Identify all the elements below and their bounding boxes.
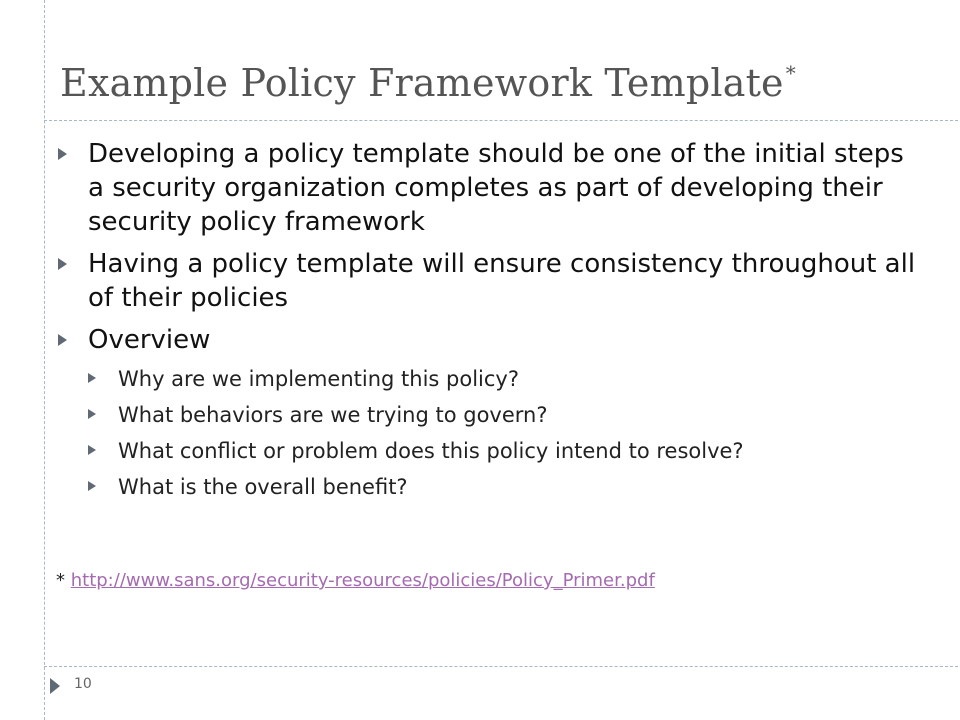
sub-bullet-text: Why are we implementing this policy? <box>118 367 519 391</box>
triangle-bullet-icon <box>88 445 96 455</box>
triangle-bullet-icon <box>88 481 96 491</box>
sub-bullet-text: What is the overall benefit? <box>118 475 408 499</box>
title-divider <box>44 120 960 121</box>
sub-bullet-item <box>88 365 918 393</box>
sub-bullet-text: What conflict or problem does this policy intend to resolve? <box>118 439 744 463</box>
title-footnote-marker: * <box>785 61 796 85</box>
bullet-text: Overview <box>88 325 211 355</box>
footnote-link[interactable]: http://www.sans.org/security-resources/policies/Policy_Primer.pdf <box>70 570 655 591</box>
page-number: 10 <box>74 676 92 692</box>
slide-title <box>60 62 796 105</box>
sub-bullet-item <box>88 473 918 501</box>
bullet-item <box>58 137 918 239</box>
triangle-bullet-icon <box>58 334 67 346</box>
page-marker-icon <box>50 678 60 694</box>
bullet-text: Having a policy template will ensure consistency throughout all of their policies <box>88 249 916 313</box>
slide-content <box>58 137 918 509</box>
sub-bullet-item <box>88 401 918 429</box>
bullet-text: Developing a policy template should be one of the initial steps a security organization completes as part of developing their security policy framework <box>88 139 904 237</box>
triangle-bullet-icon <box>58 258 67 270</box>
left-vertical-rule <box>44 0 45 720</box>
bullet-item <box>58 323 918 357</box>
triangle-bullet-icon <box>88 409 96 419</box>
footer-divider <box>44 666 960 667</box>
footnote <box>56 570 655 591</box>
bullet-item <box>58 247 918 315</box>
triangle-bullet-icon <box>58 148 67 160</box>
sub-bullet-item <box>88 437 918 465</box>
sub-bullet-text: What behaviors are we trying to govern? <box>118 403 548 427</box>
footnote-marker: * <box>56 570 65 591</box>
triangle-bullet-icon <box>88 373 96 383</box>
slide-title-text: Example Policy Framework Template <box>60 61 784 105</box>
